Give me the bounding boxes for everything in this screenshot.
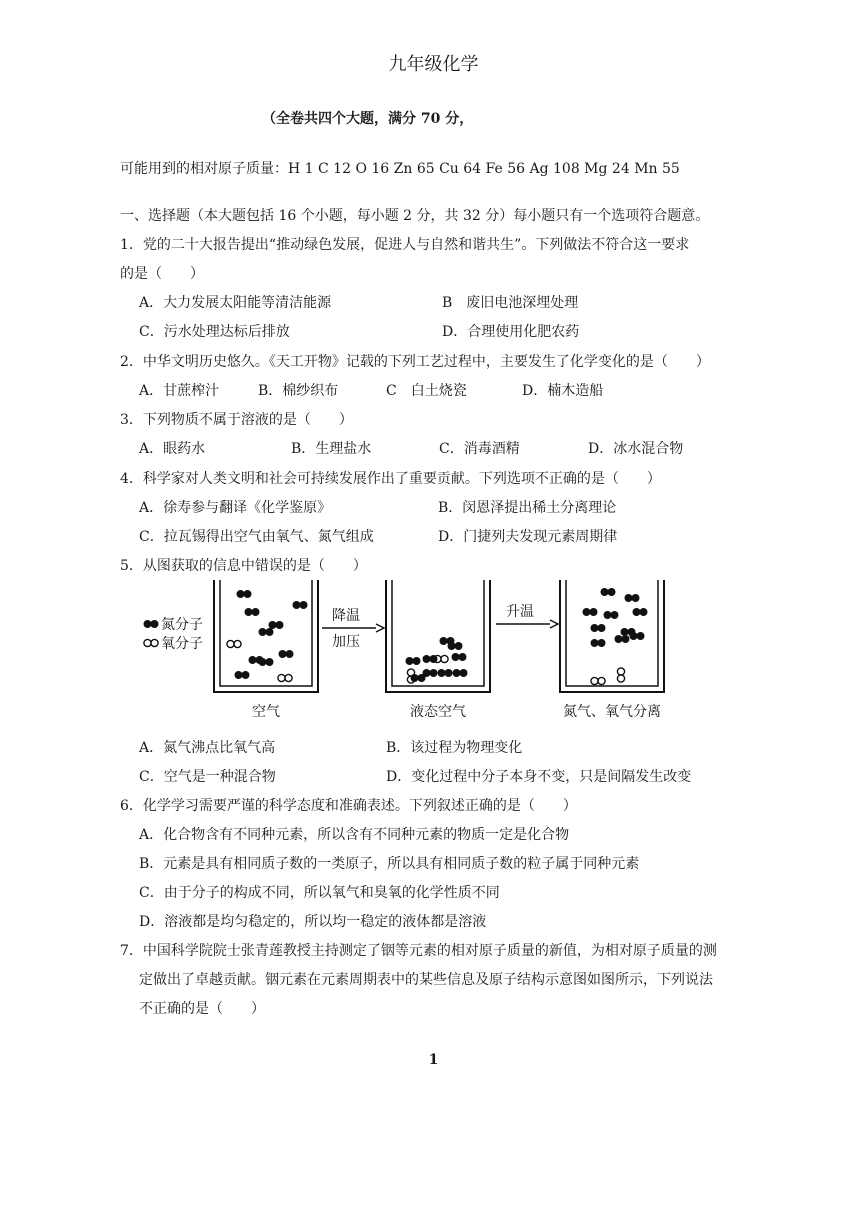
question-5-option-c: C．空气是一种混合物 [139, 769, 276, 785]
question-6-option-c: C．由于分子的构成不同，所以氧气和臭氧的化学性质不同 [139, 885, 500, 901]
legend-o2-label: 氧分子 [161, 636, 203, 652]
question-3-option-c: C．消毒酒精 [439, 441, 520, 457]
question-5-stem: 5．从图获取的信息中错误的是（ ） [120, 558, 367, 574]
container-separated-label: 氮气、氧气分离 [563, 704, 661, 720]
question-5-option-a: A．氮气沸点比氧气高 [139, 740, 276, 756]
arrow2-label: 升温 [506, 604, 534, 620]
exam-subtitle: （全卷共四个大题，满分 70 分， [262, 111, 474, 127]
question-7-stem-line1: 7．中国科学院院士张青莲教授主持测定了铟等元素的相对原子质量的新值，为相对原子质量的测 [120, 943, 717, 959]
container-air-label: 空气 [252, 704, 280, 720]
question-6-option-a: A．化合物含有不同种元素，所以含有不同种元素的物质一定是化合物 [139, 827, 570, 843]
container-air [214, 580, 318, 692]
question-4-option-d: D．门捷列夫发现元素周期律 [438, 529, 618, 545]
question-6-option-d: D．溶液都是均匀稳定的，所以均一稳定的液体都是溶液 [139, 914, 487, 930]
question-4-stem: 4．科学家对人类文明和社会可持续发展作出了重要贡献。下列选项不正确的是（ ） [120, 471, 661, 487]
arrow1-label-top: 降温 [332, 608, 360, 624]
question-2-option-a: A．甘蔗榨汁 [139, 383, 220, 399]
question-1-option-d: D．合理使用化肥农药 [442, 324, 580, 340]
question-4-option-a: A．徐寿参与翻译《化学鉴原》 [139, 500, 332, 516]
page-number: 1 [428, 1052, 439, 1068]
question-2-option-d: D．楠木造船 [522, 383, 604, 399]
legend-o2-molecule-icon [144, 639, 158, 646]
question-1-option-a: A．大力发展太阳能等清洁能源 [139, 295, 332, 311]
section-heading: 一、选择题（本大题包括 16 个小题，每小题 2 分，共 32 分）每小题只有一个选项符合题意。 [120, 208, 710, 224]
question-1-stem-line2: 的是（ ） [120, 266, 204, 282]
legend-n2-molecule-icon [144, 620, 159, 628]
container-separated [560, 580, 664, 692]
question-1-option-b: B 废旧电池深埋处理 [442, 295, 579, 311]
question-4-option-c: C．拉瓦锡得出空气由氧气、氮气组成 [139, 529, 374, 545]
container-liquid-air [386, 580, 490, 692]
question-4-option-b: B．闵恩泽提出稀土分离理论 [438, 500, 617, 516]
question-6-stem: 6．化学学习需要严谨的科学态度和准确表述。下列叙述正确的是（ ） [120, 798, 577, 814]
question-3-stem: 3．下列物质不属于溶液的是（ ） [120, 412, 353, 428]
question-1-option-c: C．污水处理达标后排放 [139, 324, 290, 340]
question-3-option-b: B．生理盐水 [291, 441, 372, 457]
question-5-option-d: D．变化过程中分子本身不变，只是间隔发生改变 [386, 769, 692, 785]
question-7-stem-line2: 定做出了卓越贡献。铟元素在元素周期表中的某些信息及原子结构示意图如图所示，下列说法 [139, 972, 713, 988]
question-3-option-a: A．眼药水 [139, 441, 206, 457]
question-6-option-b: B．元素是具有相同质子数的一类原子，所以具有相同质子数的粒子属于同种元素 [139, 856, 640, 872]
question-2-stem: 2．中华文明历史悠久。《天工开物》记载的下列工艺过程中，主要发生了化学变化的是（ ） [120, 354, 710, 370]
legend-n2-label: 氮分子 [161, 617, 203, 633]
atomic-masses-line: 可能用到的相对原子质量：H 1 C 12 O 16 Zn 65 Cu 64 Fe 56 Ag 108 Mg 24 Mn 55 [120, 161, 680, 177]
arrow1-label-bottom: 加压 [332, 634, 360, 650]
question-7-stem-line3: 不正确的是（ ） [139, 1001, 265, 1017]
question-5-option-b: B．该过程为物理变化 [386, 740, 523, 756]
question-2-option-c: C 白土烧瓷 [386, 383, 467, 399]
page-title: 九年级化学 [388, 54, 479, 75]
question-3-option-d: D．冰水混合物 [588, 441, 684, 457]
molecule-diagram [130, 572, 690, 730]
question-2-option-b: B．棉纱织布 [258, 383, 339, 399]
question-1-stem-line1: 1．党的二十大报告提出“推动绿色发展，促进人与自然和谐共生”。下列做法不符合这一要求 [120, 237, 690, 253]
container-liquid-air-label: 液态空气 [410, 704, 466, 720]
